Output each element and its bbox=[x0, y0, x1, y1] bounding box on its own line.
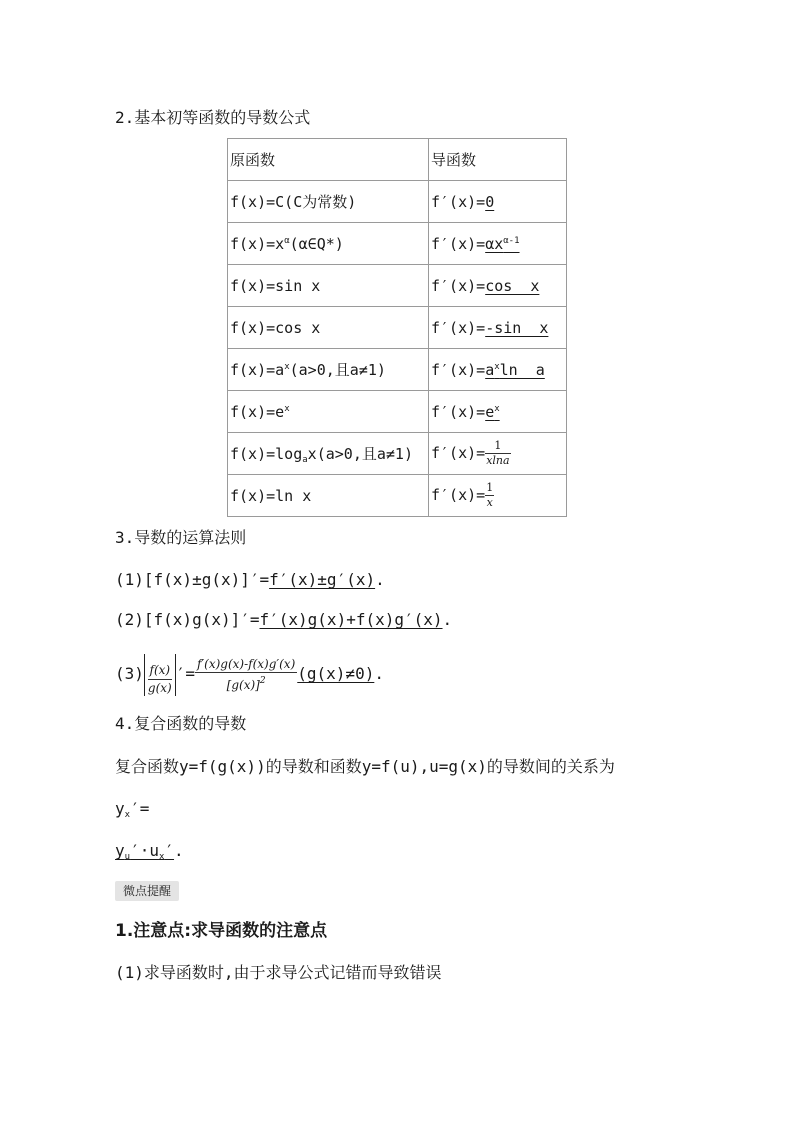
rule-quotient: (3) $\frac{f(x)}{g(x)}$ ′= $\frac{f'(x)g(x)-f(x)g'(x)}{[g(x)]^2}$ (g(x)≠0). bbox=[115, 650, 384, 698]
derivative-function: f′(x)=-sin x bbox=[429, 307, 567, 349]
blank-answer: $a^x\ln$ a bbox=[485, 360, 545, 379]
derivative-function: $f'(x)=\alpha x^{\alpha-1}$ bbox=[429, 223, 567, 265]
blank-answer: -sin x bbox=[485, 318, 549, 337]
blank-answer: cos x bbox=[485, 276, 540, 295]
rule-sum: (1)[f(x)±g(x)]′=f′(x)±g′(x). bbox=[115, 570, 385, 589]
original-function: $f(x)=e^x$ bbox=[228, 391, 429, 433]
derivative-function: $f'(x)=e^x$ bbox=[429, 391, 567, 433]
table-row bbox=[228, 307, 567, 349]
fraction: $\frac{1}{xlna}$ bbox=[486, 439, 510, 467]
derivative-function: f′(x)= $\frac{1}{x}$ bbox=[429, 475, 567, 517]
original-function: f(x)=cos x bbox=[228, 307, 429, 349]
table-header-original: 原函数 bbox=[228, 139, 429, 181]
derivative-function: f′(x)= $\frac{1}{xlna}$ bbox=[429, 433, 567, 475]
table-row bbox=[228, 391, 567, 433]
bracket-expression: $\frac{f(x)}{g(x)}$ bbox=[144, 654, 176, 696]
blank-answer: $e^x$ bbox=[485, 402, 500, 421]
section-2-title: 2.基本初等函数的导数公式 bbox=[115, 108, 311, 127]
section-4-title: 4.复合函数的导数 bbox=[115, 714, 247, 733]
table-row bbox=[228, 349, 567, 391]
table-row bbox=[228, 181, 567, 223]
note-title: 1.注意点:求导函数的注意点 bbox=[115, 921, 328, 941]
original-function: f(x)=sin x bbox=[228, 265, 429, 307]
table-row bbox=[228, 265, 567, 307]
blank-answer: f′(x)g(x)+f(x)g′(x) bbox=[259, 610, 443, 629]
composite-answer: $y_u'\cdot u_x'$. bbox=[115, 841, 184, 862]
original-function: $f(x)=\log_ax(a>0$,且a≠1) bbox=[228, 433, 429, 475]
original-function: f(x)=C(C为常数) bbox=[228, 181, 429, 223]
rule-product: (2)[f(x)g(x)]′=f′(x)g(x)+f(x)g′(x). bbox=[115, 610, 453, 629]
table-row bbox=[228, 223, 567, 265]
derivative-function: f′(x)=cos x bbox=[429, 265, 567, 307]
note-item-1: (1)求导函数时,由于求导公式记错而导致错误 bbox=[115, 963, 442, 982]
original-function: $f(x)=x^\alpha(\alpha\in Q*)$ bbox=[228, 223, 429, 265]
yx-label: $y_x'=$ bbox=[115, 799, 150, 820]
blank-answer: $\alpha x^{\alpha-1}$ bbox=[485, 234, 520, 253]
derivative-function: f′(x)=0 bbox=[429, 181, 567, 223]
blank-answer: 0 bbox=[485, 192, 495, 211]
quotient-fraction: $\frac{f'(x)g(x)-f(x)g'(x)}{[g(x)]^2}$ bbox=[196, 657, 296, 692]
table-row bbox=[228, 433, 567, 475]
original-function: $f(x)=a^x(a>0$,且a≠1) bbox=[228, 349, 429, 391]
fraction: $\frac{1}{x}$ bbox=[486, 481, 494, 509]
table-header-derivative: 导函数 bbox=[429, 139, 567, 181]
original-function: f(x)=ln x bbox=[228, 475, 429, 517]
derivative-function: $f'(x)=a^x\ln$ a bbox=[429, 349, 567, 391]
tip-tag: 微点提醒 bbox=[115, 881, 179, 901]
blank-answer: $y_u'\cdot u_x'$ bbox=[115, 841, 175, 862]
derivative-formula-table bbox=[227, 138, 567, 517]
composite-text: 复合函数y=f(g(x))的导数和函数y=f(u),u=g(x)的导数间的关系为 bbox=[115, 757, 615, 776]
blank-answer: f′(x)±g′(x) bbox=[269, 570, 376, 589]
table-header-row bbox=[228, 139, 567, 181]
table-row bbox=[228, 475, 567, 517]
section-3-title: 3.导数的运算法则 bbox=[115, 528, 247, 547]
